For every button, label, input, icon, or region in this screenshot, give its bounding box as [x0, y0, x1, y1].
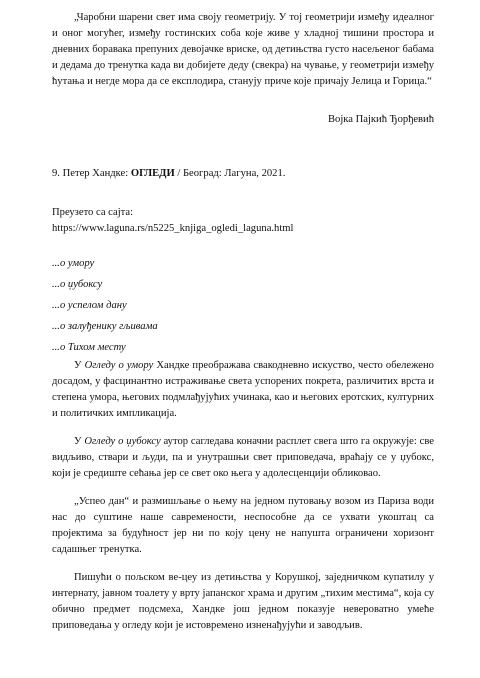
entry-publisher: / Београд: Лагуна, 2021. [177, 168, 286, 179]
description-paragraph: „Успео дан“ и размишљање о њему на једном путовању возом из Париза води нас до суштине наше савремености, неспособне да се ухвати укоштац са пројектима за будућност јер ни по коју цену не напушта ограничени хоризонт садашњег тренутка. [52, 496, 434, 555]
entry-title: ОГЛЕДИ [130, 168, 175, 179]
entry-author: Петер Хандке: [62, 168, 129, 179]
list-item: ...о умору [52, 258, 95, 269]
description-paragraph [52, 434, 434, 482]
source-url-link[interactable]: https://www.laguna.rs/n5225_knjiga_ogledi_laguna.html [52, 223, 294, 234]
text-run: Хандке преображава свакодневно искуство, често обележено досадом, у фасцинантно истраживање света успорених покрета, различитих врста и степена умора, његових подмлађујућих учинака, као и његових еротских, културних и политичких импликација. [52, 360, 434, 419]
essay-list [52, 253, 434, 358]
list-item: ...о залуђенику гљивама [52, 321, 158, 332]
entry-number: 9. [52, 168, 60, 179]
essay-title-italic: Огледу о умору [84, 360, 154, 371]
list-item: ...о џубоксу [52, 279, 103, 290]
text-run: аутор сагледава коначни расплет свега што га окружује: све видљиво, ствари и људи, па и унутрашњи свет приповедача, враћају се у џубокс, који је средиште сећања јер се свет око њега у адолесценцији обликовао. [52, 436, 434, 479]
source-block [52, 205, 434, 237]
description-body [52, 358, 434, 646]
essay-title-italic: Огледу о џубоксу [84, 436, 161, 447]
quote-author: Војка Пајкић Ђорђевић [327, 114, 434, 125]
list-item: ...о Тихом месту [52, 342, 126, 353]
source-label: Преузето са сајта: [52, 207, 134, 218]
bibliography-entry [52, 166, 434, 182]
text-run: У [74, 436, 85, 447]
list-item: ...о успелом дану [52, 300, 127, 311]
description-paragraph: Пишући о пољском ве-цеу из детињства у Корушкој, заједничком купатилу у интернату, јавном тоалету у врту јапанског храма и другим „тихим местима“, која су обично предмет подсмеха, Хандке још једном показује невероватно умеће приповедања у огледу који је истовремено изненађујући и заводљив. [52, 572, 434, 631]
description-paragraph [52, 358, 434, 422]
text-run: У [74, 360, 85, 371]
quote-paragraph: „Чаробни шарени свет има своју геометрију. У тој геометрији између идеалног и оног могућег, између гостинских соба које живе у хладној тишини простора и дневних боравака препуних девојачке вриске, од детињства густо насељеног бабама и дедама до тренутка када ви добијете деду (свекра) на чување, у геометрији између ћутања и негде мора да се експлодира, станују приче које причају Јелица и Горица.“ [52, 12, 434, 87]
